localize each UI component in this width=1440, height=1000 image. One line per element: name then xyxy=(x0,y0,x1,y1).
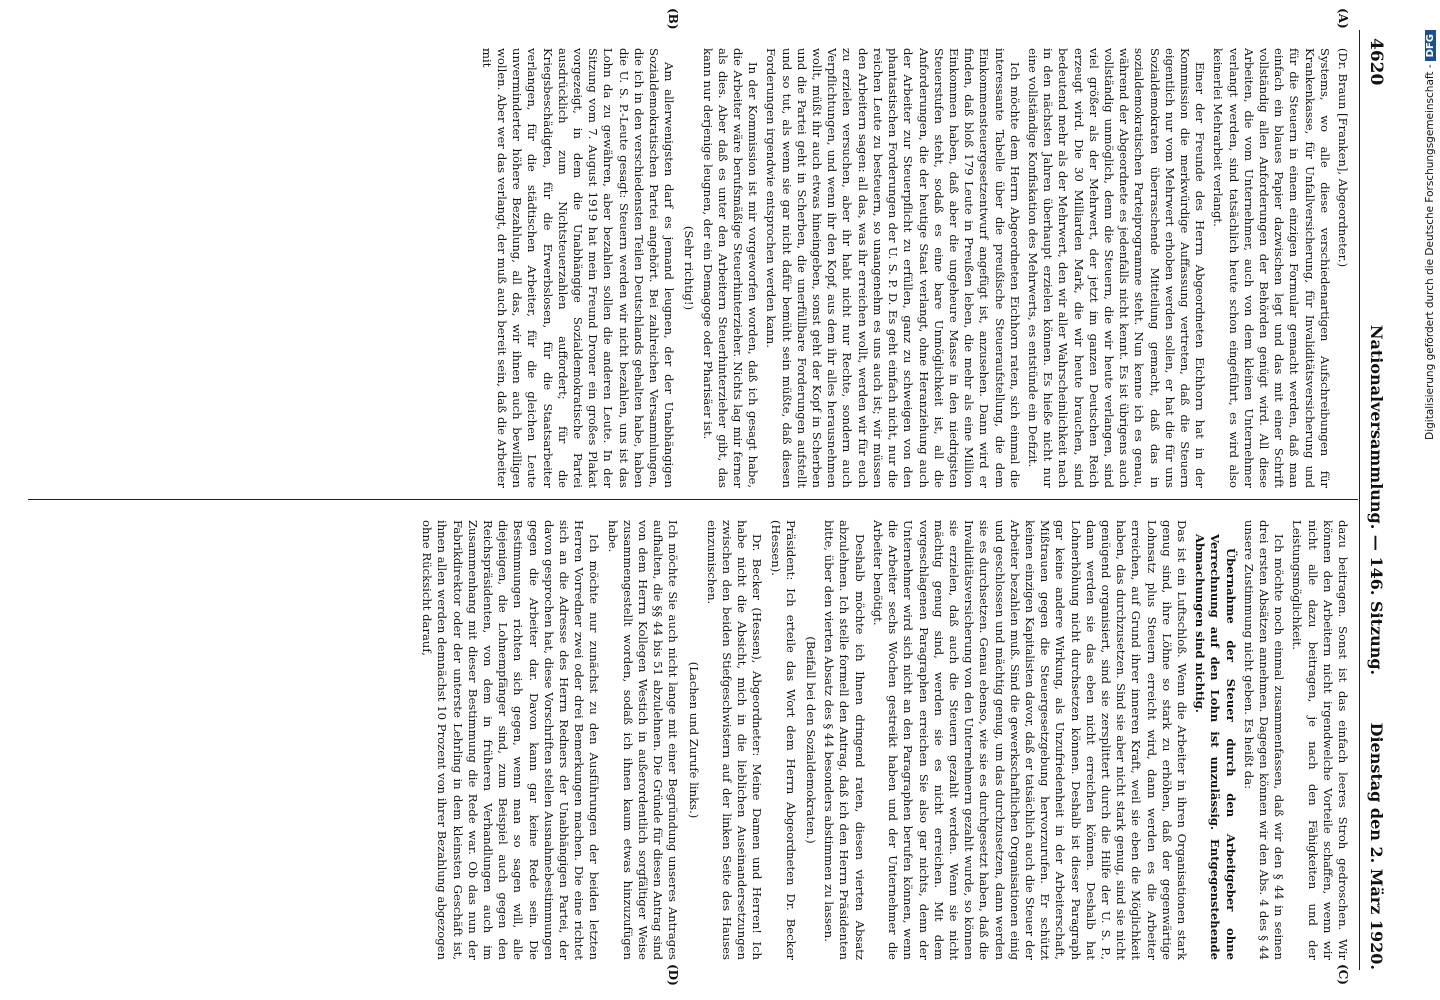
margin-marker-b: (B) xyxy=(666,8,680,30)
left-column xyxy=(476,48,1350,488)
paragraph: In der Kommission ist mir vorgeworfen worden, daß ich gesagt habe, die Arbeiter wäre berufsmäßige Steuerhinterzieher. Nichts lag mir ferner als dies. Aber daß es unter den Arbeitern Steuerhinterzieher gibt, das kann nur derjenige leugnen, der ein Demagoge oder Pharisäer ist. xyxy=(700,48,761,488)
session-title: Nationalversammlung. — 146. Sitzung. xyxy=(1367,324,1386,676)
header-rule xyxy=(1359,30,1360,970)
quoted-clause: Übernahme der Steuer durch den Arbeitgeber ohne Verrechnung auf den Lohn ist unzulässig. Entgegenstehende Abmachungen sind nichtig. xyxy=(1193,534,1238,960)
paragraph: Ich möchte nur zunächst zu den Ausführungen der beiden letzten Herren Vorredner zwei oder drei Bemerkungen machen. Die eine richtet sich an die Adresse des Herrn Redners der Unabhängigen Partei, der davon gesprochen hat, diese Vorschriften stellen Ausnahmebestimmungen gegen die Arbeiter dar. Davon kann gar keine Rede sein. Die Bestimmungen richten sich gegen, wenn man so sagen will, alle diejenigen, die Lohnempfänger sind, zum Beispiel auch gegen den Reichspräsidenten, von dem in früheren Verhandlungen auch im Zusammenhang mit dieser Bestimmung die Rede war. Ob das nun der Fabrikdirektor oder der unterste Lehrling in dem kleinsten Geschäft ist, ihnen allen werden demnächst 10 Prozent von ihrer Bezahlung abgezogen ohne Rücksicht darauf, xyxy=(420,520,602,960)
interjection: (Lachen und Zurufe links.) xyxy=(686,661,701,819)
paragraph: dazu beitragen. Sonst ist das einfach leeres Stroh gedroschen. Wir können den Arbeitern nicht irgendwelche Vorteile schaffen, wenn wir nicht alle dazu beitragen, je nach den Fähigkeiten und der Leistungsmöglichkeit. xyxy=(1290,520,1350,960)
margin-marker-d: (D) xyxy=(666,964,680,986)
paragraph: Ich möchte Sie auch nicht lange mit einer Begründung unseres Antrages aufhalten, die §§ 44 bis 51 abzulehnen. Die Gründe für diesen Antrag sind von dem Herrn Kollegen Westich in außerordentlich sorgfältiger Weise zusammengestellt worden, sodaß ich ihnen kaum etwas hinzuzufügen habe. xyxy=(605,520,681,960)
dfg-logo: DFG xyxy=(1425,30,1436,61)
column-divider xyxy=(28,499,1358,500)
session-date: Dienstag den 2. März 1920. xyxy=(1367,722,1386,970)
paragraph: Einer der Freunde des Herrn Abgeordneten Eichhorn hat in der Kommission die merkwürdige Auffassung vertreten, daß die Steuern eigentlich nur vom Mehrwert erhoben werden sollen, er hat die für uns Sozialdemokraten überraschende Mitteilung gemacht, daß das in sozialdemokratischen Parteiprogramme steht. Nun kenne ich es genau, während der Abgeordnete es jedenfalls nicht kennt. Es ist übrigens auch vollständig unmöglich, denn die Steuern, die wir heute verlangen, sind viel größer als der Mehrwert, der jetzt im ganzen Deutschen Reich erzeugt wird. Die 30 Milliarden Mark, die wir heute brauchen, sind bedeutend mehr als der Mehrwert, den wir aller Wahrscheinlichkeit nach in den nächsten Jahren überhaupt erzielen können. Es hieße nicht nur eine vollständige Konfiskation des Mehrwerts, es entstünde ein Defizit. xyxy=(1025,48,1208,488)
speaker-continuation: (Dr. Braun [Franken], Abgeordneter.) xyxy=(1336,48,1350,268)
paragraph: Ich möchte noch einmal zusammenfassen, daß wir den § 44 in seinen drei ersten Absätzen annehmen. Dagegen können wir den Abs. 4 des § 44 unsere Zustimmung nicht geben. Es heißt da: xyxy=(1241,520,1287,960)
digitization-text: Digitalisierung gefördert durch die Deutsche Forschungsgemeinschaft - xyxy=(1424,64,1436,440)
margin-marker-c: (C) xyxy=(1336,964,1350,985)
interjection: (Beifall bei den Sozialdemokraten.) xyxy=(804,636,819,844)
paragraph: Ich möchte dem Herrn Abgeordneten Eichhorn raten, sich einmal die interessante Tabelle über die preußische Steueraufstellung, die dem Einkommensteuergesetzentwurf angefügt ist, anzusehen. Dann wird er finden, daß bloß 179 Leute in Preußen leben, die mehr als eine Million Einkommen haben, daß aber die ungeheure Masse in den niedrigsten Steuerstufen steht, sodaß es eine bare Unmöglichkeit ist, all die Anforderungen, die der heutige Staat verlangt, ohne Heranziehung auch der Arbeiter zur Steuerpflicht zu erfüllen, ganz zu schweigen von den phantastischen Forderungen der U. S. P. D. Es geht einfach nicht, nur die reichen Leute zu besteuern, so unangenehm es uns auch ist; wir müssen den Arbeitern sagen: all das, was ihr erreichen wollt, werden wir für euch zu erzielen versuchen, aber ihr habt nicht nur Rechte, sondern auch Verpflichtungen, und wenn ihr den Kopf, aus dem ihr alles herausnehmen wollt, müßt ihr auch etwas hineingeben, sonst geht der Kopf in Scherben und die Partei geht in Scherben, die unerfüllbare Forderungen aufstellt und so tut, als wenn sie gar nicht dafür bemüht sein müßte, daß diesen Forderungen irgendwie entsprochen werden kann. xyxy=(764,48,1022,488)
president-statement: Präsident: Ich erteile das Wort dem Herrn Abgeordneten Dr. Becker (Hessen). xyxy=(768,520,798,960)
paragraph: Systems, wo alle diese verschiedenartigen Aufschreibungen für Krankenkasse, für Unfallversicherung, für Invaliditätsversicherung und für die Steuern in einem einzigen Formular gemacht werden, daß man einfach ein blaues Papier dazwischen legt und das mit einer Schrift vollständig allen Anforderungen der Behörden genügt wird. All diese Arbeiten, die vom Unternehmer, auch von dem kleinen Unternehmer verlangt werden, sind tatsächlich heute schon eingeführt, es wird also keinerlei Mehrarbeit verlangt. xyxy=(1211,48,1332,488)
page-number: 4620 xyxy=(1366,38,1386,86)
right-column xyxy=(416,520,1350,960)
paragraph: Am allerwenigsten darf es jemand leugnen, der der Unabhängigen Sozialdemokratischen Partei angehört. Bei zahlreichen Versammlungen, die ich in den verschiedensten Teilen Deutschlands gehalten habe, haben die U. S. P.-Leute gesagt: Steuern werden wir nicht bezahlen, uns ist das Lohn da zu gewähren, aber bezahlen sollen die anderen Leute. In der Sitzung vom 7. August 1919 hat mein Freund Droner ein großes Plakat vorgezeigt, in dem die Unabhängige Sozialdemokratische Partei ausdrücklich zum Nichtsteuerzahlen auffordert; für die Kriegsbeschädigten, für die Erwerbslosen, für die Staatsarbeiter verlangen, für die städtischen Arbeiter, für die gleichen Leute unverminderter höhere Bezahlung, all das, wir ihnen auch bewilligen wollen. Aber wer das verlangt, der muß auch bereit sein, daß die Arbeiter mit xyxy=(479,48,677,488)
margin-marker-a: (A) xyxy=(1336,8,1350,29)
interjection: (Sehr richtig!) xyxy=(682,225,697,311)
paragraph: Deshalb möchte ich Ihnen dringend raten, diesen vierten Absatz abzulehnen. Ich stelle formell den Antrag, daß ich den Herrn Präsidenten bitte, über den vierten Absatz des § 44 besonders abstimmen zu lassen. xyxy=(822,520,867,960)
paragraph: Dr. Becker (Hessen), Abgeordneter: Meine Damen und Herren! Ich habe nicht die Absicht, mich in die lieblichen Auseinandersetzungen zwischen den beiden Stiefgeschwistern auf der linken Seite des Hauses einzumischen. xyxy=(704,520,765,960)
page-header xyxy=(1362,30,1388,970)
digitization-note xyxy=(1410,30,1436,970)
paragraph: Das ist ein Luftschloß. Wenn die Arbeiter in ihren Organisationen stark genug sind, ihre Löhne so stark zu erhöhen, daß der gegenwärtige Lohnsatz plus Steuern erreicht wird, dann werden es die Arbeiter erreichen, auf Grund ihrer inneren Kraft, weil sie eben die Möglichkeit haben, das durchzusetzen. Sind sie aber nicht stark genug, sind sie nicht genügend organisiert, sind sie zersplittert durch die Hilfe der U. S. P., dann werden sie das eben nicht erreichen können. Deshalb hat Lohnerhöhung nicht durchsetzen können. Deshalb ist dieser Paragraph gar keine andere Wirkung, als Unzufriedenheit in der Arbeiterschaft, Mißtrauen gegen die Steuergesetzgebung hervorzurufen. Er schützt keinen einzigen Kapitalisten davor, daß er tatsächlich auch die Steuer der Arbeiter bezahlen muß. Sind die gewerkschaftlichen Organisationen einig und geschlossen und mächtig genug, um das durchzusetzen, dann werden sie es durchsetzen. Genau ebenso, wie sie es durchgesetzt haben, daß die Invaliditätsversicherung von den Unternehmern gezahlt wurde, so können sie erzielen, daß auch die Steuern gezahlt werden. Wenn sie nicht mächtig genug sind, werden sie es nicht erreichen. Mit dem vorgeschlagenen Paragraphen erreichen Sie also gar nichts, denn der Unternehmer wird sich nicht an den Paragraphen berufen können, wenn die Arbeiter sechs Wochen gestreikt haben und der Unternehmer die Arbeiter benötigt. xyxy=(870,520,1189,960)
